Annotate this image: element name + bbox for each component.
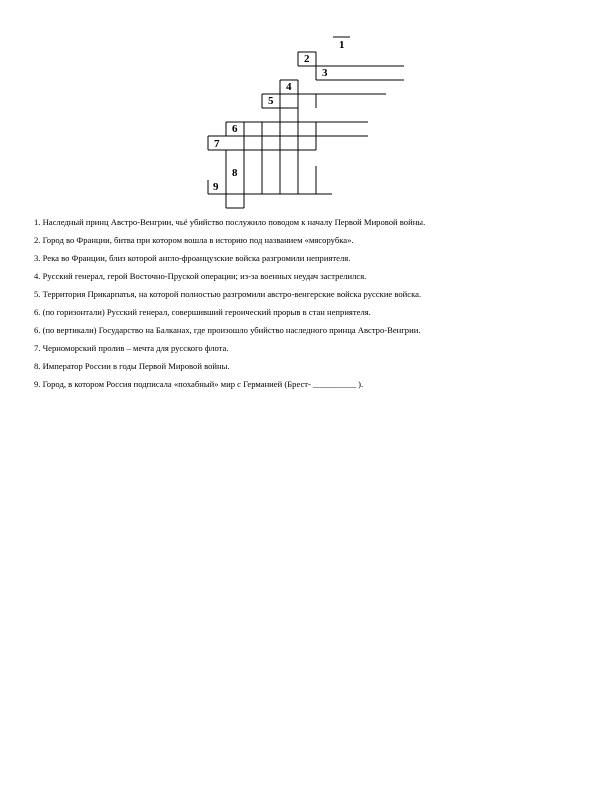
clue-item: 5. Территория Прикарпатья, на которой полностью разгромили австро-венгерские войска русские войска. <box>34 289 422 299</box>
clue-item: 4. Русский генерал, герой Восточно-Пруской операции; из-за военных неудач застрелился. <box>34 271 367 281</box>
clue-item: 1. Наследный принц Австро-Венгрии, чьё убийство послужило поводом к началу Первой Мировой войны. <box>34 217 426 227</box>
crossword-grid <box>0 0 612 215</box>
clue-number-3: 3 <box>322 67 328 79</box>
clue-item: 6. (по вертикали) Государство на Балканах, где произошло убийство наследного принца Австро-Венгрии. <box>34 325 421 335</box>
clue-numbers <box>213 39 345 193</box>
clue-item: 7. Черноморский пролив – мечта для русского флота. <box>34 343 229 353</box>
clue-number-1: 1 <box>339 39 345 51</box>
clue-item: 3. Река во Франции, близ которой англо-фроанцузские войска разгромили неприятеля. <box>34 253 351 263</box>
clue-item: 2. Город во Франции, битва при котором вошла в историю под названием «мясорубка». <box>34 235 354 245</box>
clue-number-9: 9 <box>213 181 219 193</box>
clue-number-2: 2 <box>304 53 310 65</box>
clue-list <box>34 217 594 397</box>
clue-number-7: 7 <box>214 138 220 150</box>
clue-number-8: 8 <box>232 167 238 179</box>
clue-item: 9. Город, в котором Россия подписала «похабный» мир с Германией (Брест- __________ ). <box>34 379 364 389</box>
clue-item: 6. (по горизонтали) Русский генерал, совершивший героический прорыв в стан неприятеля. <box>34 307 371 317</box>
clue-item: 8. Император России в годы Первой Мировой войны. <box>34 361 230 371</box>
clue-number-5: 5 <box>268 95 274 107</box>
clue-number-4: 4 <box>286 81 292 93</box>
clue-number-6: 6 <box>232 123 238 135</box>
